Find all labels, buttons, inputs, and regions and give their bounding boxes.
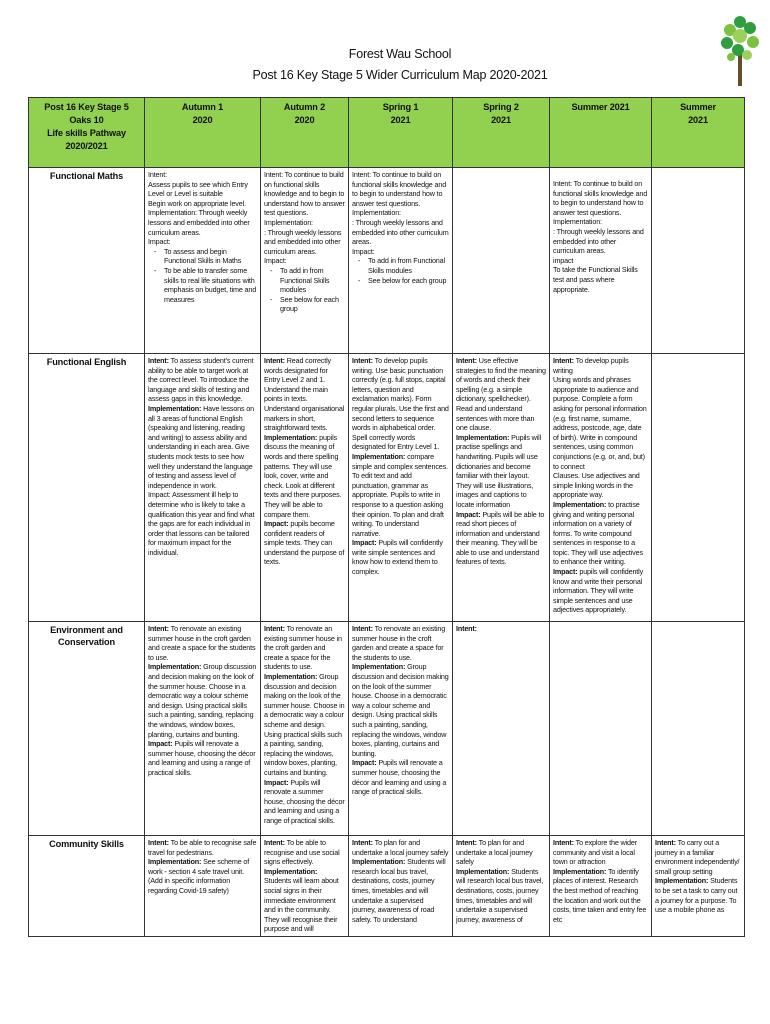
cell-text (352, 838, 449, 924)
intent-label: Intent: (264, 624, 285, 633)
row-label-functional-english: Functional English (29, 354, 145, 622)
impact-text: pupils will confidently know and write their personal information. They will write simple sentences and use adjectives appropriately. (553, 567, 644, 615)
intent-label: Intent: (148, 838, 169, 847)
row-environment-conservation (29, 622, 745, 836)
implementation-label: Implementation: (553, 866, 607, 876)
cell-english-summer-1 (550, 354, 652, 622)
bullet-list (352, 256, 449, 285)
document-title: Post 16 Key Stage 5 Wider Curriculum Map 2020-2021 (252, 68, 548, 82)
cell-text (264, 356, 345, 567)
intent-text: Use effective strategies to find the meaning of words and check their spelling (e.g. a simple dictionary, spellchecker). Read and understand sentences with more than one clause. (456, 356, 546, 433)
cell-english-summer-2 (652, 354, 745, 622)
implementation-label: Implementation: (264, 866, 318, 876)
intent-text: To renovate an existing summer house in the croft garden and create a space for the students to use. (148, 624, 256, 662)
row-functional-english (29, 354, 745, 622)
row-label-functional-maths: Functional Maths (29, 168, 145, 354)
cell-maths-summer-2 (652, 168, 745, 354)
intent-label: Intent: (264, 838, 285, 847)
cell-maths-spring-1 (349, 168, 453, 354)
row-label-community-skills: Community Skills (29, 836, 145, 937)
intent-label: Intent: (264, 356, 285, 365)
list-item: - To be able to transfer some skills to real life situations with emphasis on budget, time and measures (164, 266, 257, 304)
cell-community-summer-1 (550, 836, 652, 937)
col-header-autumn-1: Autumn 1 2020 (145, 98, 261, 168)
impact-text: pupils become confident readers of simple texts. They can understand the purpose of texts. (264, 519, 345, 567)
intent-text: To renovate an existing summer house in the croft garden and create a space for the students to use. (352, 624, 446, 662)
impact-text: Pupils will be able to read short pieces of information and understand their meaning. They will be able to use and understand features of texts. (456, 509, 545, 567)
intent-label: Intent: (553, 838, 574, 847)
intent-label: Intent: (456, 624, 477, 633)
col-header-spring-2: Spring 2 2021 (453, 98, 550, 168)
implementation-label: Implementation: (352, 857, 406, 867)
intent-text: To be able to recognise and use social signs effectively. (264, 838, 340, 867)
cell-community-spring-2 (453, 836, 550, 937)
col-header-spring-1: Spring 1 2021 (349, 98, 453, 168)
impact-text: Pupils will renovate a summer house, choosing the décor and learning and using a range of practical skills. (264, 777, 345, 825)
cell-english-spring-2 (453, 354, 550, 622)
cell-maths-summer-1 (550, 168, 652, 354)
implementation-text: To identify places of interest. Research the best method of reaching the location and work out the costs, time taken and entry fee etc (553, 866, 647, 924)
impact-label: Impact: (553, 567, 578, 577)
list-item: - To add in from Functional Skills modules (280, 266, 345, 295)
impact-label: Impact: (456, 509, 481, 519)
intent-label: Intent: (148, 356, 169, 365)
col-header-summer-2: Summer 2021 (652, 98, 745, 168)
intent-text: To assess student's current ability to be able to target work at the correct level. To introduce the language and skills of testing and assess gaps in this knowledge. (148, 356, 254, 404)
cell-english-autumn-1 (145, 354, 261, 622)
cell-env-spring-2 (453, 622, 550, 836)
implementation-label: Implementation: (456, 866, 510, 876)
cell-text (148, 624, 257, 778)
cell-text (148, 838, 257, 896)
implementation-text: Students will learn about social signs in their immediate environment and in the community. They will recognise their purpose and will (264, 876, 339, 934)
implementation-text: Students will research local bus travel, destinations, costs, journey times, timetables and will undertake a supervised journey, awareness of road safety. To understand (352, 857, 446, 924)
row-functional-maths (29, 168, 745, 354)
cell-maths-autumn-2 (261, 168, 349, 354)
implementation-text: compare simple and complex sentences. To edit text and add punctuation, grammar as appropriate. Pupils to write in response to a question asking their opinion. To plan and draft writing. To understand narrative. (352, 451, 448, 538)
cell-text (352, 624, 449, 797)
header-row (29, 98, 745, 168)
implementation-text: Group discussion and decision making on the look of the summer house. Choose in a democratic way a colour scheme and design. Using practical skills such a painting, sanding, replacing the windows, window boxes, planting, curtains and bunting. (264, 671, 345, 777)
implementation-label: Implementation: (553, 499, 607, 509)
impact-label: Impact: (148, 739, 173, 749)
implementation-text: to practise giving and writing personal information on a variety of forms. To write compound sentences in response to a topic. They will use adjectives to enhance their writing. (553, 499, 643, 567)
list-item: - See below for each group (280, 295, 345, 314)
row-label-environment-conservation: Environment and Conservation (29, 622, 145, 836)
implementation-label: Implementation: (456, 432, 510, 442)
cell-text (553, 838, 648, 924)
cell-env-autumn-1 (145, 622, 261, 836)
implementation-label: Implementation: (264, 671, 318, 681)
cell-maths-spring-2 (453, 168, 550, 354)
col-header-pathway: Post 16 Key Stage 5 Oaks 10 Life skills Pathway 2020/2021 (29, 98, 145, 168)
cell-text (352, 356, 449, 577)
cell-text: Intent: Assess pupils to see which Entry Level or Level is suitable Begin work on appropriate level. Implementation: Through weekly lessons and embedded into other curriculum areas. Impact: (148, 170, 250, 247)
impact-label: Impact: (352, 538, 377, 548)
cell-text (655, 838, 741, 915)
implementation-label: Implementation: (264, 432, 318, 442)
implementation-label: Implementation: (148, 662, 202, 672)
impact-label: Impact: (264, 519, 289, 529)
implementation-text: Students to be set a task to carry out a journey for a purpose. To use a mobile phone as (655, 876, 738, 915)
cell-env-summer-2 (652, 622, 745, 836)
cell-community-summer-2 (652, 836, 745, 937)
cell-community-spring-1 (349, 836, 453, 937)
cell-env-spring-1 (349, 622, 453, 836)
intent-text: To develop pupils writing Using words and phrases appropriate to audience and purpose. Complete a form asking for personal information (e.g. first name, surname, address, postcode, age, date of birth). Write in compound sentences, using common conjunctions (e.g. or, and, but) to connect Clauses. Use adjectives and simple linking words in the appropriate way. (553, 356, 647, 500)
curriculum-table (28, 97, 745, 937)
intent-label: Intent: (352, 838, 373, 847)
cell-english-spring-1 (349, 354, 453, 622)
implementation-label: Implementation: (352, 451, 406, 461)
implementation-text: pupils discuss the meaning of words and there spelling patterns. They will use look, cover, write and check. Look at different texts and there purposes. They will be able to compare them. (264, 432, 342, 519)
cell-text (148, 356, 257, 557)
col-header-summer-1: Summer 2021 (550, 98, 652, 168)
list-item: - To add in from Functional Skills modules (368, 256, 449, 275)
cell-text (456, 356, 546, 567)
bullet-list (148, 247, 257, 305)
list-item: - To assess and begin Functional Skills in Maths (164, 247, 257, 266)
impact-label: Impact: (352, 758, 377, 768)
impact-text: Pupils will renovate a summer house, choosing the décor and learning and using a range of practical skills. (352, 758, 447, 797)
intent-label: Intent: (456, 356, 477, 365)
intent-text: To plan for and undertake a local journey safely (352, 838, 449, 857)
intent-text: To plan for and undertake a local journey safely (456, 838, 533, 867)
cell-text (553, 356, 648, 615)
intent-label: Intent: (655, 838, 676, 847)
cell-community-autumn-2 (261, 836, 349, 937)
cell-text (264, 624, 345, 825)
intent-label: Intent: (456, 838, 477, 847)
implementation-text: Students will research local bus travel, destinations, costs, journey times, timetables and will undertake a supervised journey, awareness of (456, 866, 544, 924)
cell-text (456, 838, 546, 924)
intent-label: Intent: (352, 356, 373, 365)
implementation-text: Pupils will practise spellings and handwriting. Pupils will use dictionaries and become familiar with their layout. They will use illustrations, images and captions to locate information (456, 432, 542, 509)
intent-text: To carry out a journey in a familiar environment independently/ small group setting (655, 838, 740, 876)
implementation-text: Have lessons on all 3 areas of functional English (speaking and listening, reading and writing) to assess ability and understanding in each area. Give students mock tests to see how well they understand the language of testing and assess level of independence in work. Impact: Assessment ill help to determine who is likely to take a qualification this year and find what the gaps are for each individual in order that lessons can be tailored for maximum impact for the individual. (148, 403, 255, 557)
implementation-label: Implementation: (148, 857, 202, 867)
cell-text: Intent: To continue to build on functional skills knowledge and to begin to understand how to answer test questions. Implementation: : Through weekly lessons and embedded into other curriculum areas. impact To take the Functional Skills test and pass where appropriate. (553, 179, 648, 294)
cell-env-summer-1 (550, 622, 652, 836)
implementation-text: See scheme of work - section 4 safe travel unit. (Add in specific information regarding Covid-19 safety) (148, 857, 250, 895)
implementation-label: Implementation: (352, 662, 406, 672)
school-title: Forest Wau School (348, 47, 452, 61)
implementation-text: Group discussion and decision making on the look of the summer house. Choose in a democratic way a colour scheme and design. Using practical skills such a painting, sanding, replacing the windows, window boxes, planting, curtains and bunting. (352, 662, 449, 758)
bullet-list (264, 266, 345, 314)
cell-text (264, 838, 345, 934)
intent-label: Intent: (553, 356, 574, 365)
row-community-skills (29, 836, 745, 937)
impact-text: Pupils will renovate a summer house, choosing the décor and learning and using a range of practical skills. (148, 739, 256, 777)
cell-english-autumn-2 (261, 354, 349, 622)
cell-env-autumn-2 (261, 622, 349, 836)
cell-text: Intent: To continue to build on functional skills knowledge and to begin to understand how to answer test questions. Implementation: : Through weekly lessons and embedded into other curriculum areas. Impact: (352, 170, 449, 256)
implementation-label: Implementation: (148, 403, 202, 413)
intent-label: Intent: (352, 624, 373, 633)
cell-text: Intent: To continue to build on functional skills knowledge and to begin to understand how to answer test questions. Implementation: : Through weekly lessons and embedded into other curriculum areas. Impact: (264, 170, 345, 266)
intent-label: Intent: (148, 624, 169, 633)
impact-label: Impact: (264, 777, 289, 787)
intent-text: To explore the wider community and visit a local town or attraction (553, 838, 637, 867)
intent-text: Read correctly words designated for Entry Level 2 and 1. Understand the main points in texts. Understand organisational markers in short, straightforward texts. (264, 356, 345, 433)
implementation-label: Implementation: (655, 876, 709, 886)
intent-text: To develop pupils writing. Use basic punctuation correctly (e.g. full stops, capital letters, question and exclamation marks). Form regular plurals. Use the first and second letters to sequence words in alphabetical order. Spell correctly words designated for Entry Level 1. (352, 356, 449, 452)
list-item: - See below for each group (368, 276, 449, 286)
impact-text: Pupils will confidently write simple sentences and know how to extend them to complex. (352, 538, 443, 577)
intent-text: To be able to recognise safe travel for pedestrians. (148, 838, 257, 857)
implementation-text: Group discussion and decision making on the look of the summer house. Choose in a democratic way a colour scheme and design. Using practical skills such a painting, sanding, replacing the windows, window boxes, planting, curtains and bunting. (148, 662, 257, 739)
col-header-autumn-2: Autumn 2 2020 (261, 98, 349, 168)
intent-text: To renovate an existing summer house in the croft garden and create a space for the students to use. (264, 624, 342, 672)
cell-community-autumn-1 (145, 836, 261, 937)
cell-maths-autumn-1 (145, 168, 261, 354)
